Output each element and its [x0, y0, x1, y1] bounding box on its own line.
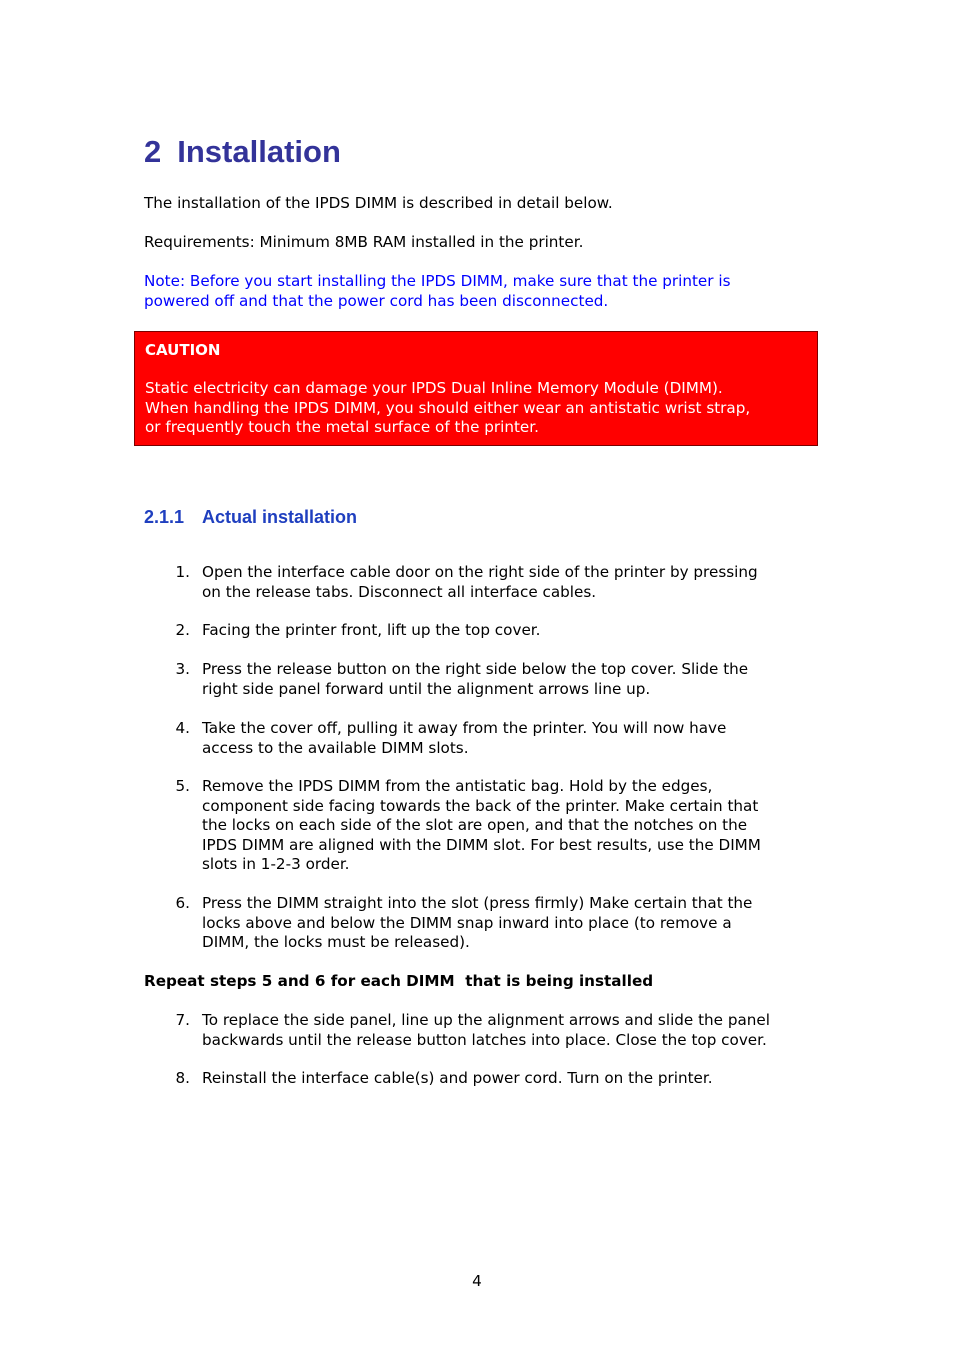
step-number: 1.	[175, 563, 190, 581]
step-line: component side facing towards the back of the printer. Make certain that	[202, 796, 759, 815]
step-number: 6.	[175, 894, 190, 912]
requirements-paragraph: Requirements: Minimum 8MB RAM installed in the printer.	[144, 233, 584, 251]
caution-text	[145, 379, 813, 438]
step-text	[202, 621, 822, 641]
step-line: Take the cover off, pulling it away from the printer. You will now have	[202, 719, 727, 737]
section-number: 2	[144, 134, 162, 169]
step-line: Remove the IPDS DIMM from the antistatic bag. Hold by the edges,	[202, 777, 713, 795]
subsection-title: Actual installation	[202, 507, 358, 527]
step-line: the locks on each side of the slot are open, and that the notches on the	[202, 816, 748, 835]
step-text	[202, 894, 822, 953]
step-number: 3.	[175, 660, 190, 678]
caution-title: CAUTION	[145, 341, 221, 359]
caution-line-1: Static electricity can damage your IPDS Dual Inline Memory Module (DIMM).	[145, 379, 723, 397]
step-line: locks above and below the DIMM snap inward into place (to remove a	[202, 913, 732, 932]
subsection-number: 2.1.1	[144, 507, 185, 527]
caution-box	[134, 331, 818, 446]
subsection-heading	[144, 505, 357, 529]
step-number: 2.	[175, 621, 190, 639]
step-line: access to the available DIMM slots.	[202, 738, 469, 757]
intro-paragraph: The installation of the IPDS DIMM is described in detail below.	[144, 194, 613, 212]
step-line: Press the DIMM straight into the slot (press firmly) Make certain that the	[202, 894, 753, 912]
repeat-note: Repeat steps 5 and 6 for each DIMM that is being installed	[144, 972, 654, 990]
step-text	[202, 1011, 822, 1050]
step-line: slots in 1-2-3 order.	[202, 855, 350, 874]
step-number: 4.	[175, 719, 190, 737]
step-line: on the release tabs. Disconnect all interface cables.	[202, 582, 597, 601]
step-line: To replace the side panel, line up the alignment arrows and slide the panel	[202, 1011, 770, 1029]
step-text	[202, 563, 822, 602]
step-text	[202, 777, 822, 875]
step-line: backwards until the release button latches into place. Close the top cover.	[202, 1030, 767, 1049]
step-number: 5.	[175, 777, 190, 795]
step-text	[202, 1069, 822, 1089]
step-text	[202, 660, 822, 699]
section-heading	[144, 132, 341, 172]
step-number: 8.	[175, 1069, 190, 1087]
page-number: 4	[472, 1272, 482, 1290]
section-title: Installation	[177, 134, 341, 169]
caution-line-3: or frequently touch the metal surface of the printer.	[145, 418, 539, 437]
step-line: right side panel forward until the alignment arrows line up.	[202, 679, 651, 698]
step-text	[202, 719, 822, 758]
note-paragraph	[144, 272, 730, 311]
step-line: Facing the printer front, lift up the top cover.	[202, 621, 541, 639]
step-line: Open the interface cable door on the right side of the printer by pressing	[202, 563, 758, 581]
step-line: Reinstall the interface cable(s) and power cord. Turn on the printer.	[202, 1069, 713, 1087]
step-line: Press the release button on the right side below the top cover. Slide the	[202, 660, 749, 678]
step-line: DIMM, the locks must be released).	[202, 933, 470, 952]
note-line-2: powered off and that the power cord has been disconnected.	[144, 291, 609, 310]
note-line-1: Note: Before you start installing the IPDS DIMM, make sure that the printer is	[144, 272, 731, 290]
step-number: 7.	[175, 1011, 190, 1029]
caution-line-2: When handling the IPDS DIMM, you should either wear an antistatic wrist strap,	[145, 398, 751, 417]
step-line: IPDS DIMM are aligned with the DIMM slot. For best results, use the DIMM	[202, 835, 761, 854]
